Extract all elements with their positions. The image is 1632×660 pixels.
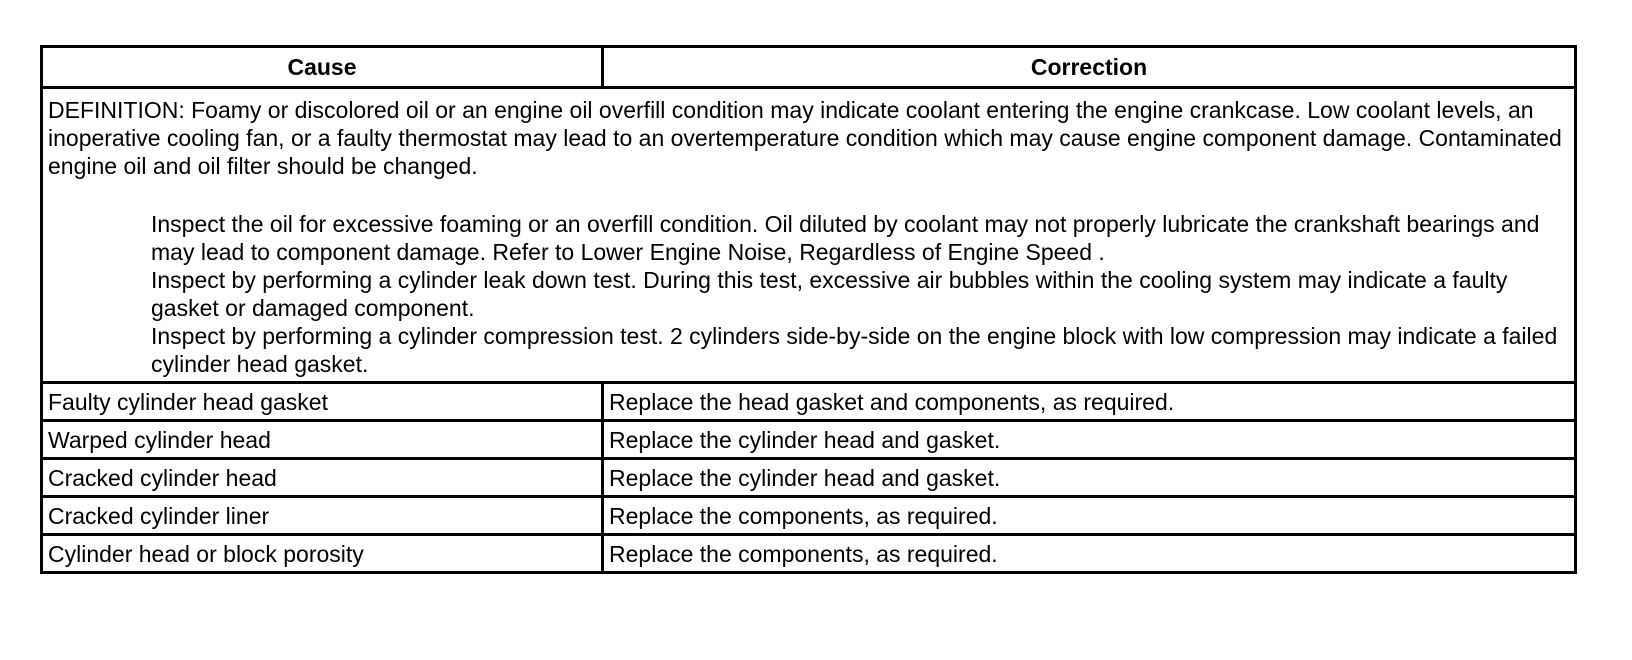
cause-cell: Cracked cylinder head — [42, 459, 603, 497]
definition-cell — [42, 88, 1576, 383]
cause-cell: Faulty cylinder head gasket — [42, 383, 603, 421]
inspection-step: Inspect by performing a cylinder compression test. 2 cylinders side-by-side on the engine block with low compression may indicate a failed cylinder head gasket. — [151, 323, 1558, 377]
cause-cell: Cylinder head or block porosity — [42, 535, 603, 573]
table-row — [42, 459, 1576, 497]
cause-cell: Warped cylinder head — [42, 421, 603, 459]
cause-cell: Cracked cylinder liner — [42, 497, 603, 535]
correction-cell: Replace the cylinder head and gasket. — [603, 459, 1576, 497]
definition-text: DEFINITION: Foamy or discolored oil or an engine oil overfill condition may indicate coolant entering the engine crankcase. Low coolant levels, an inoperative cooling fan, or a faulty thermostat may lead to an overtemperature condition which may cause engine component damage. Contaminated engine oil and oil filter should be changed. — [48, 97, 1562, 179]
inspection-step: Inspect the oil for excessive foaming or an overfill condition. Oil diluted by coolant may not properly lubricate the crankshaft bearings and may lead to component damage. Refer to Lower Engine Noise, Regardless of Engine Speed . — [151, 211, 1540, 265]
correction-cell: Replace the components, as required. — [603, 497, 1576, 535]
header-row — [42, 47, 1576, 88]
definition-row — [42, 88, 1576, 383]
header-cause: Cause — [42, 47, 603, 88]
table-row — [42, 383, 1576, 421]
inspection-step: Inspect by performing a cylinder leak down test. During this test, excessive air bubbles within the cooling system may indicate a faulty gasket or damaged component. — [151, 267, 1508, 321]
inspection-steps — [48, 210, 1569, 378]
header-correction: Correction — [603, 47, 1576, 88]
correction-cell: Replace the cylinder head and gasket. — [603, 421, 1576, 459]
table-row — [42, 535, 1576, 573]
table-row — [42, 421, 1576, 459]
correction-cell: Replace the head gasket and components, as required. — [603, 383, 1576, 421]
table-row — [42, 497, 1576, 535]
diagnostic-table — [40, 45, 1577, 574]
correction-cell: Replace the components, as required. — [603, 535, 1576, 573]
